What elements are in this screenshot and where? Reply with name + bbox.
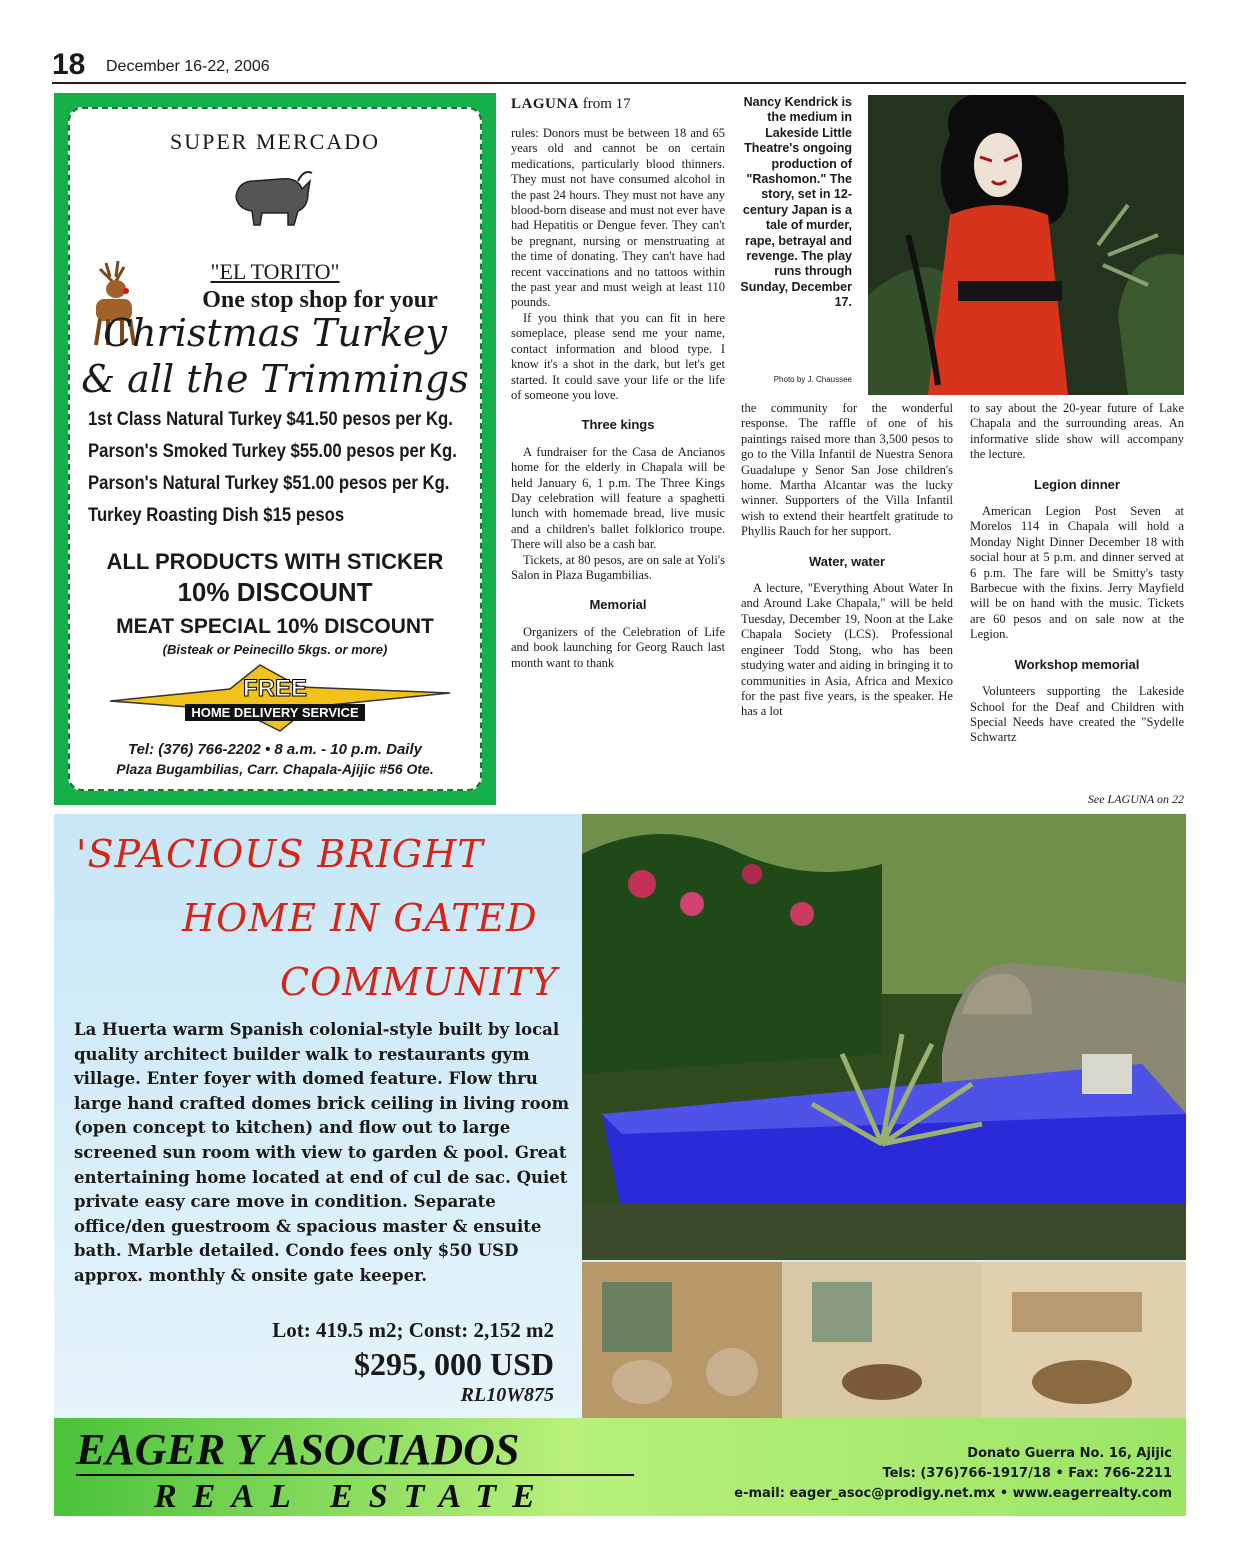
subhead-memorial: Memorial xyxy=(589,597,647,613)
pool-garden-photo xyxy=(582,814,1186,1260)
price-line: Parson's Smoked Turkey $55.00 pesos per Kg. xyxy=(88,441,457,462)
headline-line-3: COMMUNITY xyxy=(280,960,558,1004)
el-torito-ad-panel xyxy=(68,107,482,791)
agency-subtitle: REAL ESTATE xyxy=(154,1478,551,1515)
article-paragraph: If you think that you can fit in here someplace, please send me your name, contact information and blood type. I know it's a shot in the dark, but let's get started. It could save your life or the life of someone you love. xyxy=(511,310,725,402)
rashomon-photo xyxy=(868,95,1184,395)
pool-scene-icon xyxy=(582,814,1186,1260)
home-delivery-label xyxy=(70,705,480,720)
property-price: $295, 000 USD xyxy=(353,1346,554,1382)
subhead-workshop: Workshop memorial xyxy=(1014,656,1140,672)
agency-rule xyxy=(76,1474,634,1476)
article-paragraph: rules: Donors must be between 18 and 65 years old and cannot be on certain medications, particularly blood thinners. They must not have consumed alcohol in the past 24 hours. They must not have any blood-born disease and must not ever have had Hepatitis or Dengue fever. They can't be pregnant, nursing or menstruating at the time of donating. They can't have had recent vaccinations and no tattoos within the past year and must weigh at least 110 pounds. xyxy=(511,126,725,310)
meat-special-note: (Bisteak or Peinecillo 5kgs. or more) xyxy=(162,642,388,657)
meat-special: MEAT SPECIAL 10% DISCOUNT xyxy=(116,615,434,638)
header-rule xyxy=(52,82,1186,84)
store-telephone: Tel: (376) 766-2202 • 8 a.m. - 10 p.m. Daily xyxy=(127,741,422,758)
price-line: Turkey Roasting Dish $15 pesos xyxy=(88,505,345,526)
trimmings-headline: & all the Trimmings xyxy=(81,357,469,401)
sticker-promo: ALL PRODUCTS WITH STICKER xyxy=(106,549,444,574)
article-paragraph: A fundraiser for the Casa de Ancianos home for the elderly in Chapala will be held January 6, 1 p.m. The Three Kings Day celebration will feature a spaghetti lunch with homemade bread, live music and a children's ballet folklorico troupe. There will also be a cash bar. xyxy=(511,444,725,552)
bull-logo-icon xyxy=(228,167,314,227)
agency-phones: Tels: (376)766-1917/18 • Fax: 766-2211 xyxy=(882,1466,1172,1481)
photo-credit: Photo by J. Chaussee xyxy=(773,375,852,384)
article-paragraph: Tickets, at 80 pesos, are on sale at Yoli's Salon in Plaza Bugambilias. xyxy=(511,552,725,582)
christmas-turkey-headline: Christmas Turkey xyxy=(103,311,447,355)
jump-page: from 17 xyxy=(579,96,631,112)
lot-size: Lot: 419.5 m2; Const: 2,152 m2 xyxy=(272,1318,554,1342)
free-label: FREE xyxy=(242,675,307,702)
subhead-three-kings: Three kings xyxy=(581,417,655,433)
page-number: 18 xyxy=(52,48,86,81)
article-paragraph: the community for the wonderful response. The raffle of one of his paintings raised more than 3,500 pesos to go to the Villa Infantil de Nuestra Senora Guadalupe y Senor San Jose children's home. Martha Alcantar was the lucky winner. Supporters of the Villa Infantil wish to extend their heartfelt gratitude to Phyllis Rauch for her support. xyxy=(741,401,953,539)
property-description: La Huerta warm Spanish colonial-style built by local quality architect builder walk to restaurants gym village. Enter foyer with domed feature. Flow thru large hand crafted domes brick ceiling in living room (open concept to kitchen) and flow out to large screened sun room with view to garden & pool. Great entertaining home located at end of cul de sac. Quiet private easy care move in condition. Separate office/den guestroom & spacious master & ensuite bath. Marble detailed. Condo fees only $50 USD approx. monthly & onsite gate keeper. xyxy=(74,1020,570,1285)
agency-email-web[interactable]: e-mail: eager_asoc@prodigy.net.mx • www.eagerrealty.com xyxy=(734,1486,1172,1501)
el-torito-name: "EL TORITO" xyxy=(210,259,340,284)
article-column-2 xyxy=(741,401,953,720)
article-paragraph: A lecture, "Everything About Water In and Around Lake Chapala," will be held Tuesday, December 19, Noon at the Lake Chapala Society (LCS). Professional engineer Todd Stong, who has been studying water and aiding in bringing it to communities in Asia, Africa and Mexico for the past five years, is the speaker. He has a lot xyxy=(741,581,953,719)
headline-line-1: 'SPACIOUS BRIGHT xyxy=(76,832,484,876)
real-estate-ad xyxy=(54,814,1186,1516)
real-estate-copy-panel xyxy=(54,814,582,1418)
article-paragraph: to say about the 20-year future of Lake Chapala and the surrounding areas. An informative slide show will accompany the lecture. xyxy=(970,401,1184,462)
price-line: Parson's Natural Turkey $51.00 pesos per Kg. xyxy=(88,473,450,494)
article-paragraph: Volunteers supporting the Lakeside School for the Deaf and Children with Special Needs have created the "Sydelle Schwartz xyxy=(970,684,1184,745)
article-column-3 xyxy=(970,401,1184,746)
price-line: 1st Class Natural Turkey $41.50 pesos per Kg. xyxy=(88,409,453,430)
interior-photos xyxy=(582,1262,1186,1418)
listing-code: RL10W875 xyxy=(460,1384,554,1406)
subhead-legion: Legion dinner xyxy=(1034,476,1120,492)
article-paragraph: Organizers of the Celebration of Life and book launching for Georg Rauch last month want to thank xyxy=(511,624,725,670)
el-torito-ad xyxy=(54,93,496,805)
jump-header xyxy=(511,96,631,113)
discount-promo: 10% DISCOUNT xyxy=(177,577,373,607)
article-column-1 xyxy=(511,126,725,671)
headline-line-2: HOME IN GATED xyxy=(182,896,538,940)
store-address: Plaza Bugambilias, Carr. Chapala-Ajijic #56 Ote. xyxy=(116,761,434,777)
agency-name: EAGER Y ASOCIADOS xyxy=(76,1425,520,1474)
super-mercado-heading: SUPER MERCADO xyxy=(170,129,380,154)
issue-date: December 16-22, 2006 xyxy=(106,58,270,75)
continued-link[interactable]: See LAGUNA on 22 xyxy=(1087,792,1184,806)
real-estate-footer xyxy=(54,1418,1186,1516)
agency-address: Donato Guerra No. 16, Ajijic xyxy=(967,1446,1172,1461)
article-paragraph: American Legion Post Seven at Morelos 114 in Chapala will hold a Monday Night Dinner December 18 with social hour at 5 p.m. and dinner served at 6 p.m. The fare will be Smitty's tasty Barbecue with the fixins. Jerry Mayfield will be on hand with the music. Tickets are 60 pesos and on sale now at the Legion. xyxy=(970,504,1184,642)
actor-figure-icon xyxy=(868,95,1184,395)
interior-scene-icon xyxy=(582,1262,1186,1418)
photo-caption: Nancy Kendrick is the medium in Lakeside Little Theatre's ongoing production of "Rashomon." The story, set in 12-century Japan is a tale of murder, rape, betrayal and revenge. The play runs through Sunday, December 17. xyxy=(740,95,852,310)
jump-section-name: LAGUNA xyxy=(511,96,580,112)
subhead-water: Water, water xyxy=(808,553,886,569)
one-stop-tagline: One stop shop for your xyxy=(202,287,438,313)
home-delivery-text: HOME DELIVERY SERVICE xyxy=(185,704,364,721)
